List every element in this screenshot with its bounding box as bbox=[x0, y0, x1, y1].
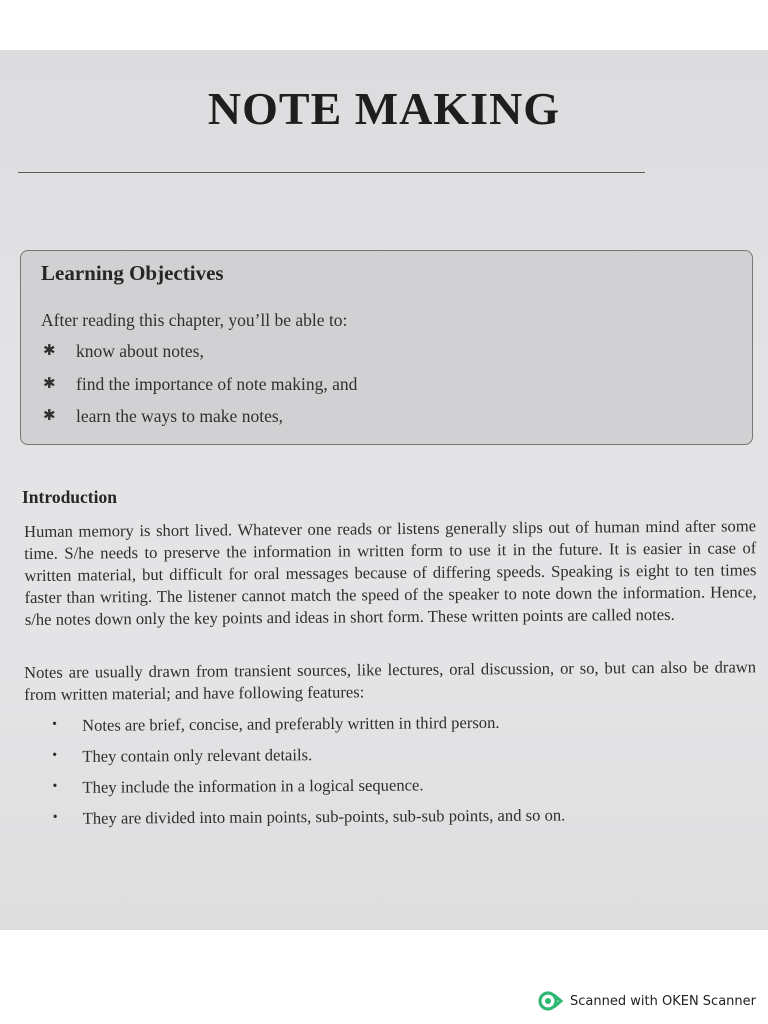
objective-item bbox=[41, 374, 357, 407]
feature-item bbox=[52, 743, 565, 778]
star-bullet-icon: ✱ bbox=[43, 375, 56, 392]
introduction-paragraph-1: Human memory is short lived. Whatever one reads or listens generally slips out of human mind after some time. S/he needs to preserve the information in written form to use it in the future. It is easier in case of written material, but difficult for oral messages because of differing speeds. Speaking is eight to ten times faster than writing. The listener cannot match the speed of the speaker to note down the information. Hence, s/he notes down only the key points and ideas in short form. These written points are called notes. bbox=[24, 516, 757, 629]
feature-text: They include the information in a logical sequence. bbox=[82, 775, 424, 797]
objective-item bbox=[41, 406, 357, 439]
feature-text: They are divided into main points, sub-points, sub-sub points, and so on. bbox=[82, 805, 566, 828]
objective-text: find the importance of note making, and bbox=[76, 373, 358, 394]
feature-item bbox=[52, 774, 565, 809]
objective-text: learn the ways to make notes, bbox=[76, 406, 284, 426]
star-bullet-icon: ✱ bbox=[43, 343, 56, 359]
feature-item bbox=[53, 805, 566, 840]
objectives-heading: Learning Objectives bbox=[41, 261, 224, 285]
feature-item bbox=[52, 712, 565, 747]
bullet-icon: • bbox=[52, 716, 58, 732]
learning-objectives-box bbox=[20, 250, 753, 445]
feature-text: They contain only relevant details. bbox=[82, 745, 313, 766]
bullet-icon: • bbox=[52, 778, 58, 794]
objectives-intro: After reading this chapter, you’ll be able to: bbox=[41, 310, 348, 330]
introduction-heading: Introduction bbox=[22, 487, 117, 507]
scanner-watermark bbox=[538, 990, 756, 1012]
introduction-paragraph-2: Notes are usually drawn from transient sources, like lectures, oral discussion, or so, but can also be drawn from written material; and have following features: bbox=[24, 657, 757, 704]
objective-item bbox=[41, 341, 357, 374]
title-underline bbox=[18, 172, 645, 173]
bullet-icon: • bbox=[52, 747, 58, 763]
objectives-list bbox=[41, 341, 357, 439]
star-bullet-icon: ✱ bbox=[43, 408, 56, 424]
scanner-text: Scanned with OKEN Scanner bbox=[570, 993, 756, 1009]
objective-text: know about notes, bbox=[76, 341, 204, 361]
bullet-icon: • bbox=[52, 809, 58, 825]
page-title: NOTE MAKING bbox=[207, 83, 561, 134]
oken-scanner-logo-icon bbox=[538, 991, 564, 1011]
features-list bbox=[52, 712, 565, 840]
feature-text: Notes are brief, concise, and preferably written in third person. bbox=[81, 712, 500, 735]
scanned-page bbox=[0, 50, 768, 930]
